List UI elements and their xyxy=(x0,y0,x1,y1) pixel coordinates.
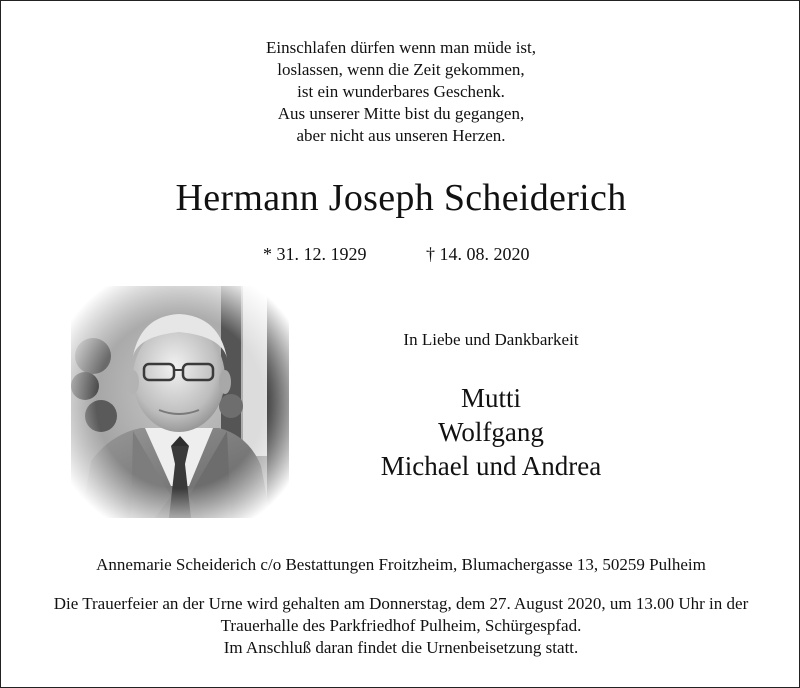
memorial-poem xyxy=(1,37,800,147)
contact-address: Annemarie Scheiderich c/o Bestattungen Froitzheim, Blumachergasse 13, 50259 Pulheim xyxy=(96,555,706,574)
funeral-notice xyxy=(1,593,800,659)
funeral-notice-line: Im Anschluß daran findet die Urnenbeisetzung statt. xyxy=(223,638,579,657)
poem-line: aber nicht aus unseren Herzen. xyxy=(296,126,506,145)
mourner-name: Wolfgang xyxy=(438,417,544,447)
funeral-notice-line: Die Trauerfeier an der Urne wird gehalten am Donnerstag, dem 27. August 2020, um 13.00 Uhr in der xyxy=(53,594,749,613)
mourner-name: Mutti xyxy=(460,383,521,413)
birth-date: * 31. 12. 1929 xyxy=(263,244,367,264)
poem-line: loslassen, wenn die Zeit gekommen, xyxy=(277,60,525,79)
mourners-list xyxy=(301,381,681,483)
poem-line: Einschlafen dürfen wenn man müde ist, xyxy=(265,38,537,57)
poem-line: Aus unserer Mitte bist du gegangen, xyxy=(277,104,525,123)
funeral-notice-line: Trauerhalle des Parkfriedhof Pulheim, Schürgespfad. xyxy=(220,616,582,635)
portrait-photo xyxy=(71,286,289,518)
poem-line: ist ein wunderbares Geschenk. xyxy=(297,82,505,101)
death-date: † 14. 08. 2020 xyxy=(426,244,530,264)
dedication-text: In Liebe und Dankbarkeit xyxy=(403,330,579,349)
mourner-name: Michael und Andrea xyxy=(380,451,602,481)
deceased-name: Hermann Joseph Scheiderich xyxy=(175,177,627,219)
